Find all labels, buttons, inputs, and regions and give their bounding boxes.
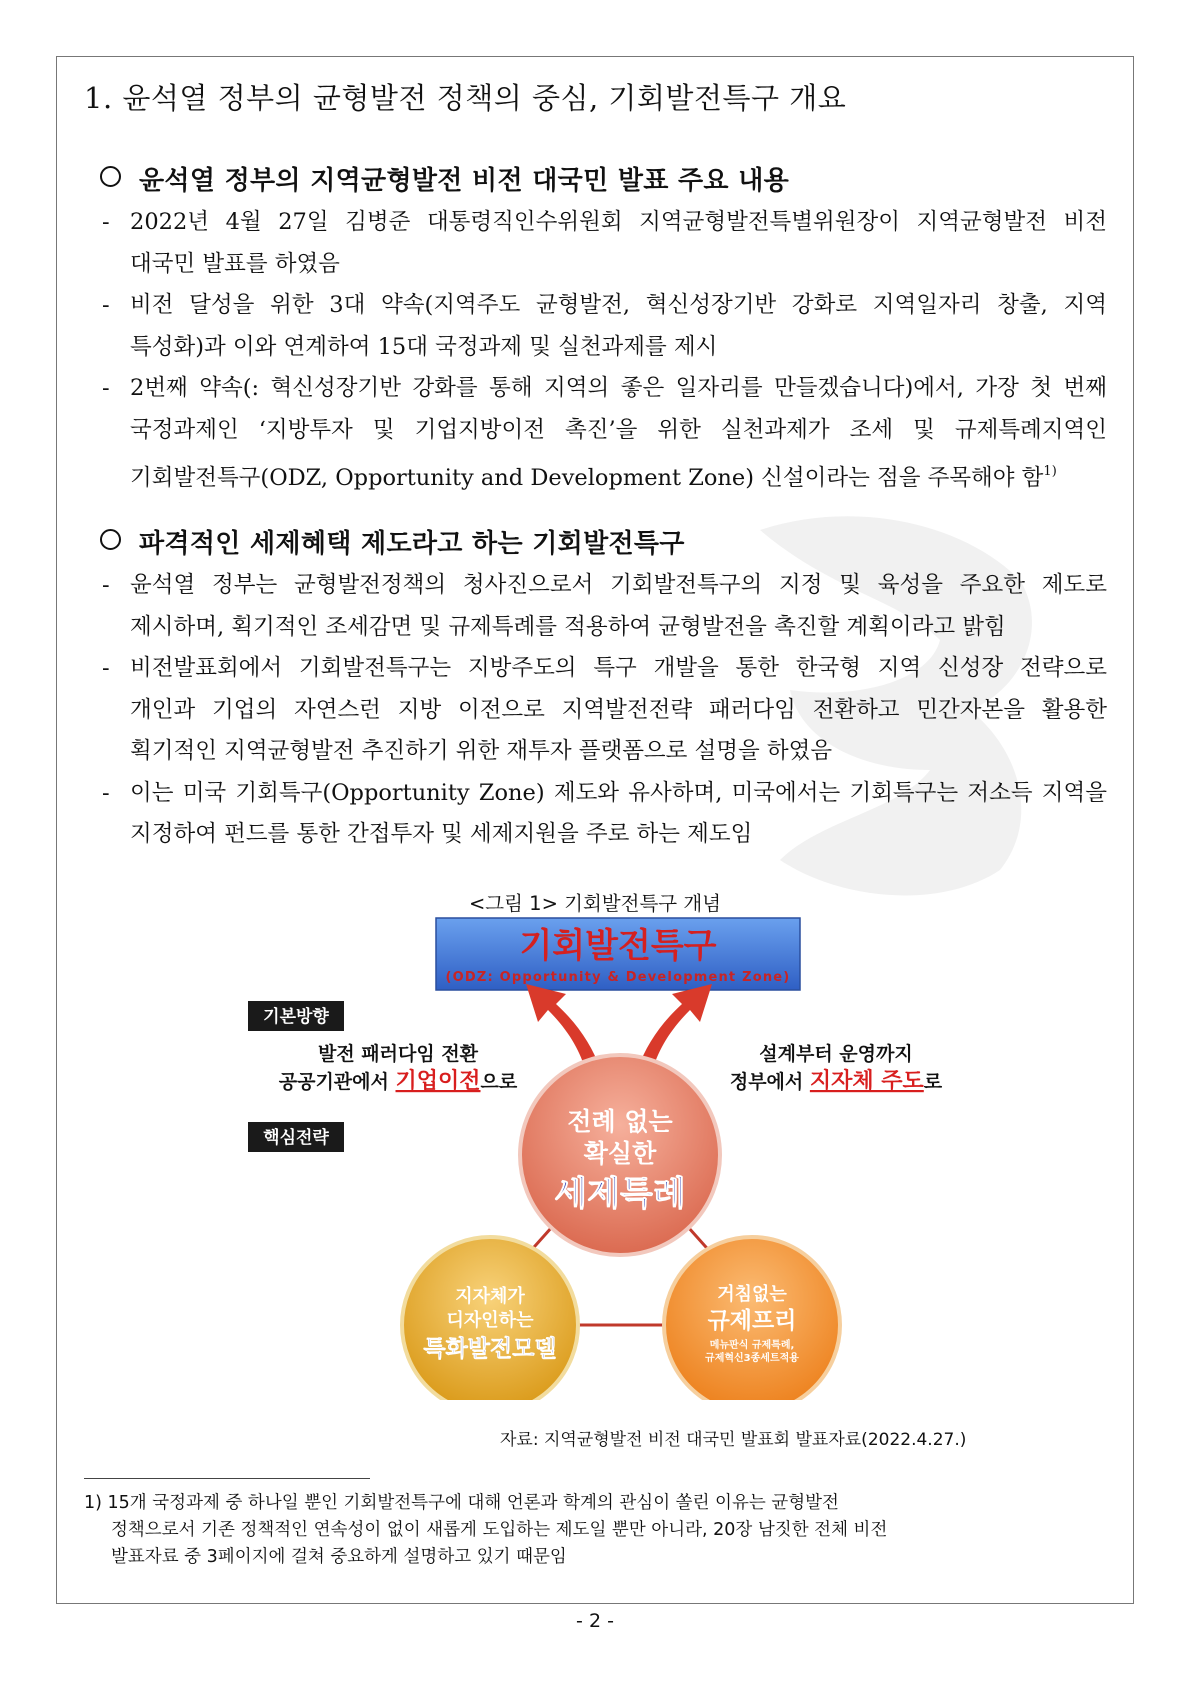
tag-basic-direction-label: 기본방향	[263, 1007, 329, 1027]
list-item-line: - 이는 미국 기회특구(Opportunity Zone) 제도와 유사하며, 미국에서는 기회특구는 저소득 지역을	[102, 779, 1107, 806]
list-item-line: 특성화)과 이와 연계하여 15대 국정과제 및 실천과제를 제시	[130, 333, 718, 360]
right-circle-line2: 규제프리	[707, 1308, 797, 1334]
right-circle-line4: 규제혁신3종세트적용	[705, 1353, 799, 1364]
footnote	[84, 1490, 1104, 1571]
left-circle-line2: 디자인하는	[446, 1310, 534, 1331]
heading-text: 윤석열 정부의 지역균형발전 비전 대국민 발표 주요 내용	[139, 166, 790, 196]
list-item-line: 국정과제인 ‘지방투자 및 기업지방이전 촉진’을 위한 실천과제가 조세 및 규제특례지역인	[130, 416, 1107, 443]
center-line2: 확실한	[583, 1139, 657, 1168]
section-title: 1. 윤석열 정부의 균형발전 정책의 중심, 기회발전특구 개요	[84, 81, 847, 115]
figure-source: 자료: 지역균형발전 비전 대국민 발표회 발표자료(2022.4.27.)	[500, 1430, 967, 1450]
footnote-ref[interactable]: 1)	[1043, 464, 1057, 479]
left-direction-line2: 공공기관에서 기업이전으로	[278, 1069, 518, 1094]
list-item-line: 획기적인 지역균형발전 추진하기 위한 재투자 플랫폼으로 설명을 하였음	[130, 738, 833, 764]
right-direction-line1: 설계부터 운영까지	[759, 1043, 913, 1065]
list-item-line: - 비전 달성을 위한 3대 약속(지역주도 균형발전, 혁신성장기반 강화로 지역일자리 창출, 지역	[102, 292, 1107, 318]
footnote-divider	[84, 1478, 370, 1479]
paragraph-block1	[102, 202, 1107, 500]
circle-bullet-icon	[100, 166, 121, 187]
list-item-line: - 2022년 4월 27일 김병준 대통령직인수위원회 지역균형발전특별위원장이 지역균형발전 비전	[102, 209, 1107, 235]
paragraph-block2	[102, 565, 1107, 856]
heading-text: 파격적인 세제혜택 제도라고 하는 기회발전특구	[139, 529, 685, 559]
page-number: - 2 -	[576, 1610, 614, 1632]
footnote-line: 발표자료 중 3페이지에 걸쳐 중요하게 설명하고 있기 때문임	[111, 1547, 567, 1567]
footnote-line: 1) 15개 국정과제 중 하나일 뿐인 기회발전특구에 대해 언론과 학계의 관심이 쏠린 이유는 균형발전	[84, 1493, 839, 1513]
footnote-line: 정책으로서 기존 정책적인 연속성이 없이 새롭게 도입하는 제도일 뿐만 아니라, 20장 남짓한 전체 비전	[111, 1520, 888, 1540]
left-circle-line3: 특화발전모델	[423, 1336, 557, 1362]
banner-subtitle: (ODZ: Opportunity & Development Zone)	[445, 970, 791, 985]
list-item-line: - 비전발표회에서 기회발전특구는 지방주도의 특구 개발을 통한 한국형 지역 신성장 전략으로	[102, 655, 1107, 681]
list-item-line: 제시하며, 획기적인 조세감면 및 규제특례를 적용하여 균형발전을 촉진할 계획이라고 밝힘	[130, 613, 1006, 640]
list-item-line: 기회발전특구(ODZ, Opportunity and Development Zone) 신설이라는 점을 주목해야 함$^{1)}$	[130, 464, 1057, 491]
center-line3: 세제특례	[554, 1174, 686, 1214]
banner-title: 기회발전특구	[519, 926, 717, 966]
right-circle-line3: 메뉴판식 규제특례,	[709, 1340, 795, 1351]
heading-tax-benefit	[100, 523, 685, 560]
left-direction-line1: 발전 패러다임 전환	[317, 1043, 479, 1065]
list-item-line: 대국민 발표를 하였음	[130, 250, 340, 277]
center-line1: 전례 없는	[567, 1107, 673, 1136]
list-item-line: 개인과 기업의 자연스런 지방 이전으로 지역발전전략 패러다임 전환하고 민간자본을 활용한	[130, 696, 1107, 723]
figure-caption: <그림 1> 기회발전특구 개념	[468, 892, 722, 915]
heading-vision-announcement	[100, 160, 789, 197]
tag-core-strategy-label: 핵심전략	[263, 1128, 329, 1148]
right-direction-line2: 정부에서 지자체 주도로	[729, 1069, 943, 1094]
right-circle-line1: 거침없는	[717, 1284, 787, 1305]
circle-bullet-icon	[100, 529, 121, 550]
left-circle-line1: 지자체가	[455, 1286, 525, 1307]
list-item-line: - 2번째 약속(: 혁신성장기반 강화를 통해 지역의 좋은 일자리를 만들겠습니다)에서, 가장 첫 번째	[102, 375, 1107, 401]
list-item-line: 지정하여 펀드를 통한 간접투자 및 세제지원을 주로 하는 제도임	[130, 821, 753, 847]
odz-concept-diagram	[0, 900, 1190, 1400]
list-item-line: - 윤석열 정부는 균형발전정책의 청사진으로서 기회발전특구의 지정 및 육성을 주요한 제도로	[102, 572, 1107, 598]
